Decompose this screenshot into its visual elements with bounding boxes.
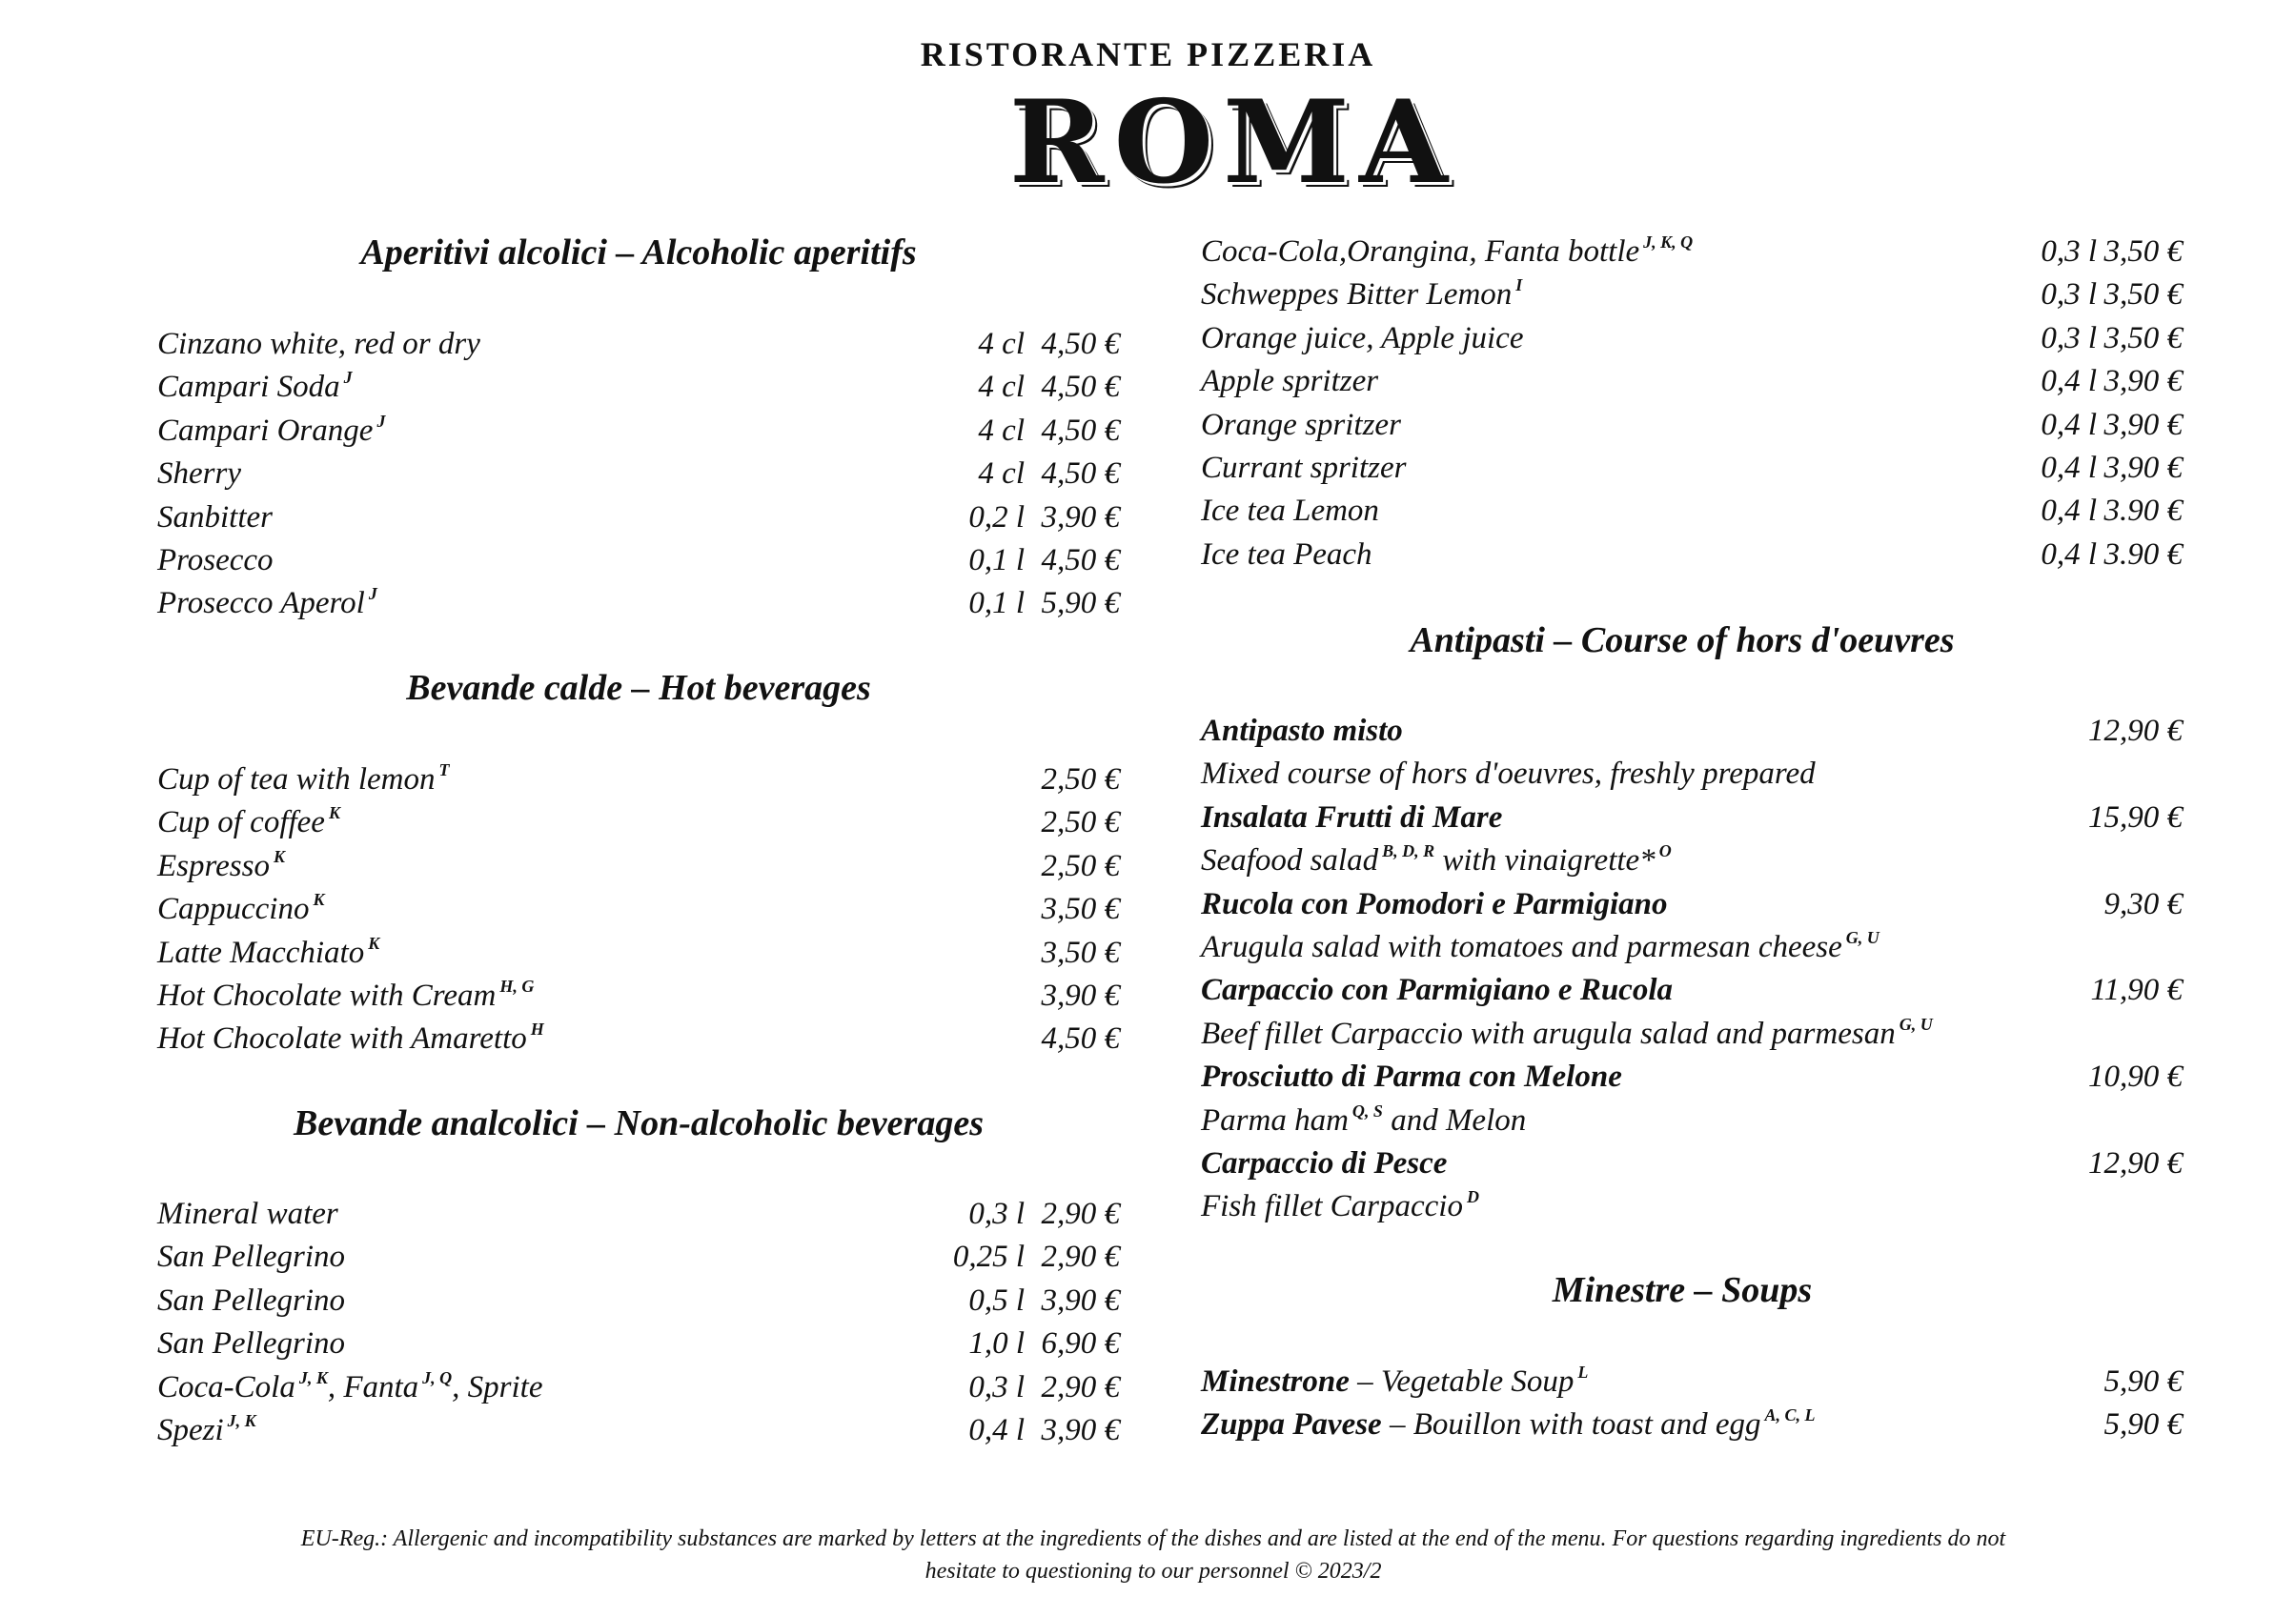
item-qty: 0,4 l <box>2041 364 2097 399</box>
desc-text: Arugula salad with tomatoes and parmesan cheese <box>1201 929 1842 964</box>
menu-row <box>1201 231 2183 273</box>
dish-row <box>1201 1142 2183 1185</box>
menu-row <box>1201 273 2183 316</box>
item-name: Apple spritzer <box>1201 364 1379 399</box>
item-qty: 4 cl <box>978 370 1025 405</box>
desc-text: and Melon <box>1382 1102 1527 1138</box>
item-qty: 0,3 l <box>2041 234 2097 269</box>
item-qty: 0,25 l <box>952 1240 1025 1275</box>
item-qty: 0,2 l <box>968 499 1025 535</box>
restaurant-subtitle: RISTORANTE PIZZERIA <box>920 35 1376 73</box>
item-price: 3,50 € <box>2103 277 2183 313</box>
dish-name: Rucola con Pomodori e Parmigiano <box>1201 886 1668 921</box>
menu-row <box>157 975 1120 1018</box>
item-name: Cup of tea with lemon <box>157 762 436 797</box>
item-name: Campari Soda <box>157 370 340 405</box>
section-title-antipasti: Antipasti – Course of hors d'oeuvres <box>1410 620 1955 660</box>
allergen-code: O <box>1658 841 1672 861</box>
allergen-code: K <box>273 846 285 866</box>
footnote-line-2: hesitate to questioning to our personnel © 2023/2 <box>924 1559 1382 1584</box>
menu-row <box>157 1018 1120 1060</box>
item-name: Coca-Cola,Orangina, Fanta bottle <box>1201 234 1640 269</box>
hot-list <box>157 758 1120 1061</box>
item-name: Cinzano white, red or dry <box>157 327 480 361</box>
allergen-code: Q, S <box>1351 1101 1383 1121</box>
menu-row <box>157 1280 1120 1323</box>
menu-row <box>157 888 1120 931</box>
item-name: Hot Chocolate with Amaretto <box>157 1021 527 1057</box>
item-qty: 0,3 l <box>2041 277 2097 313</box>
dish-description <box>1201 926 2164 969</box>
item-name: Sanbitter <box>157 499 273 535</box>
dish-description <box>1201 1100 2164 1142</box>
item-name: San Pellegrino <box>157 1240 346 1275</box>
dish-name: Carpaccio con Parmigiano e Rucola <box>1201 973 1673 1008</box>
item-qty: 0,4 l <box>2041 536 2097 572</box>
item-name: Orange juice, Apple juice <box>1201 320 1524 355</box>
item-price: 2,90 € <box>1041 1240 1120 1275</box>
item-qty: 4 cl <box>978 456 1025 492</box>
desc-text: Mixed course of hors d'oeuvres, freshly prepared <box>1201 757 1816 792</box>
item-price: 10,90 € <box>2088 1060 2183 1095</box>
item-qty: 0,3 l <box>968 1369 1025 1404</box>
allergen-code: J, K, Q <box>1643 232 1694 252</box>
desc-text: – Bouillon with toast and egg <box>1381 1407 1761 1443</box>
allergen-footnote <box>152 1523 2154 1587</box>
item-qty: 0,4 l <box>2041 494 2097 529</box>
roma-logo: ROMA <box>1008 75 1458 210</box>
item-name: Ice tea Lemon <box>1201 494 1379 529</box>
menu-row <box>1201 490 2183 533</box>
item-price: 3.90 € <box>2103 536 2183 572</box>
menu-row <box>157 1193 1120 1236</box>
item-name: Cup of coffee <box>157 805 325 840</box>
dish-name: Carpaccio di Pesce <box>1201 1145 1448 1181</box>
menu-row <box>157 1323 1120 1365</box>
allergen-code: J <box>343 368 353 388</box>
item-price: 5,90 € <box>2103 1364 2183 1399</box>
item-qty: 0,5 l <box>968 1283 1025 1318</box>
item-price: 12,90 € <box>2088 714 2183 748</box>
aperitivi-list <box>157 323 1120 626</box>
item-name: Prosecco <box>157 542 274 577</box>
dish-row <box>1201 710 2183 753</box>
item-name: Orange spritzer <box>1201 407 1401 442</box>
item-name: Cappuccino <box>157 892 310 927</box>
menu-row <box>157 453 1120 495</box>
dish-row <box>1201 797 2183 839</box>
item-qty: 0,3 l <box>968 1197 1025 1231</box>
item-price: 3,90 € <box>1041 978 1120 1013</box>
menu-row <box>157 539 1120 582</box>
dish-name: Zuppa Pavese <box>1201 1407 1382 1443</box>
dish-description <box>1201 1013 2164 1056</box>
dish-row <box>1201 1404 2183 1446</box>
desc-text: Parma ham <box>1201 1102 1349 1138</box>
dish-name: Antipasto misto <box>1201 714 1403 748</box>
item-qty: 4 cl <box>978 413 1025 448</box>
item-price: 4,50 € <box>1041 370 1120 405</box>
item-price: 4,50 € <box>1041 1021 1120 1057</box>
desc-text: Beef fillet Carpaccio with arugula salad and parmesan <box>1201 1016 1896 1051</box>
item-price: 15,90 € <box>2088 799 2183 835</box>
item-price: 11,90 € <box>2090 973 2183 1008</box>
menu-row <box>157 582 1120 625</box>
item-name: San Pellegrino <box>157 1326 346 1362</box>
dish-row <box>1201 1056 2183 1099</box>
soft-list <box>157 1193 1120 1452</box>
menu-row <box>1201 534 2183 576</box>
item-name: Currant spritzer <box>1201 450 1407 485</box>
item-price: 2,50 € <box>1041 848 1120 883</box>
item-price: 4,50 € <box>1041 456 1120 492</box>
item-price: 3,50 € <box>2103 320 2183 355</box>
menu-row <box>1201 447 2183 490</box>
dish-description <box>1201 1185 2164 1228</box>
section-title-soft: Bevande analcolici – Non-alcoholic beverages <box>294 1103 984 1143</box>
allergen-code: J, Q <box>422 1367 453 1387</box>
item-price: 4,50 € <box>1041 542 1120 577</box>
menu-row <box>1201 360 2183 403</box>
item-price: 9,30 € <box>2103 886 2183 921</box>
menu-row <box>157 1409 1120 1452</box>
allergen-code: I <box>1515 275 1523 295</box>
desc-text: – Vegetable Soup <box>1349 1364 1575 1399</box>
item-qty: 0,4 l <box>2041 407 2097 442</box>
dish-row <box>1201 1361 2183 1404</box>
item-price: 3,90 € <box>2103 450 2183 485</box>
allergen-code: A, C, L <box>1764 1405 1816 1425</box>
item-name-part: , Sprite <box>452 1369 543 1404</box>
item-name: Mineral water <box>157 1197 338 1231</box>
allergen-code: G, U <box>1845 927 1879 947</box>
item-qty: 0,4 l <box>968 1412 1025 1447</box>
allergen-code: L <box>1577 1363 1589 1382</box>
item-price: 2,90 € <box>1041 1369 1120 1404</box>
menu-row <box>157 1366 1120 1409</box>
item-price: 2,50 € <box>1041 805 1120 840</box>
allergen-code: J <box>368 584 377 604</box>
desc-text: Seafood salad <box>1201 843 1379 879</box>
item-price: 4,50 € <box>1041 327 1120 361</box>
dish-description <box>1201 839 2164 882</box>
item-price: 3,90 € <box>1041 1412 1120 1447</box>
allergen-code: H, G <box>499 976 535 996</box>
item-qty: 0,3 l <box>2041 320 2097 355</box>
item-name: Ice tea Peach <box>1201 536 1372 572</box>
dish-name: Prosciutto di Parma con Melone <box>1201 1060 1622 1095</box>
desc-text: with vinaigrette* <box>1434 843 1656 879</box>
allergen-code: K <box>313 890 325 910</box>
menu-row <box>157 801 1120 844</box>
allergen-code: B, D, R <box>1382 841 1435 861</box>
item-price: 5,90 € <box>2103 1407 2183 1443</box>
menu-row <box>1201 404 2183 447</box>
item-price: 3,90 € <box>1041 1283 1120 1318</box>
item-name: Campari Orange <box>157 413 374 448</box>
desc-text: Fish fillet Carpaccio <box>1201 1189 1463 1224</box>
item-name: Latte Macchiato <box>157 935 365 970</box>
item-price: 3,50 € <box>2103 234 2183 269</box>
allergen-code: D <box>1466 1187 1479 1207</box>
item-name: Schweppes Bitter Lemon <box>1201 277 1513 313</box>
menu-row <box>157 496 1120 539</box>
item-price: 4,50 € <box>1041 413 1120 448</box>
item-name: Prosecco Aperol <box>157 586 365 621</box>
item-price: 5,90 € <box>1041 586 1120 621</box>
item-name: Spezi <box>157 1412 224 1447</box>
item-price: 2,50 € <box>1041 762 1120 797</box>
item-price: 12,90 € <box>2088 1145 2183 1181</box>
item-qty: 0,1 l <box>968 542 1025 577</box>
menu-row <box>1201 317 2183 360</box>
item-qty: 4 cl <box>978 327 1025 361</box>
allergen-code: K <box>368 933 380 953</box>
item-name: Espresso <box>157 848 270 883</box>
allergen-code: T <box>438 760 450 779</box>
item-name: Hot Chocolate with Cream <box>157 978 497 1013</box>
dish-row <box>1201 969 2183 1012</box>
item-name: Sherry <box>157 456 241 492</box>
section-title-soups: Minestre – Soups <box>1552 1270 1813 1310</box>
section-title-aperitivi: Aperitivi alcolici – Alcoholic aperitifs <box>360 232 917 273</box>
dish-row <box>1201 883 2183 926</box>
item-price: 3,90 € <box>2103 407 2183 442</box>
menu-row <box>157 845 1120 888</box>
allergen-code: H <box>530 1020 544 1040</box>
item-qty: 0,4 l <box>2041 450 2097 485</box>
allergen-code: G, U <box>1899 1014 1933 1034</box>
dish-name: Insalata Frutti di Mare <box>1201 799 1503 835</box>
item-qty: 1,0 l <box>968 1326 1025 1362</box>
antipasti-list <box>1201 710 2183 1229</box>
footnote-line-1: EU-Reg.: Allergenic and incompatibility substances are marked by letters at the ingredients of the dishes and are listed at the end of the menu. For questions regarding ingredients do not <box>300 1526 2006 1551</box>
allergen-code: J <box>376 411 386 431</box>
soups-list <box>1201 1361 2183 1447</box>
menu-row <box>157 932 1120 975</box>
item-price: 6,90 € <box>1041 1326 1120 1362</box>
item-name: San Pellegrino <box>157 1283 346 1318</box>
allergen-code: J, K <box>227 1410 256 1430</box>
menu-row <box>157 323 1120 366</box>
item-price: 3,50 € <box>1041 935 1120 970</box>
item-name: Coca-Cola <box>157 1369 295 1404</box>
menu-row <box>157 366 1120 409</box>
dish-description <box>1201 753 2164 796</box>
item-price: 3.90 € <box>2103 494 2183 529</box>
menu-row <box>157 410 1120 453</box>
allergen-code: J, K <box>298 1367 328 1387</box>
allergen-code: K <box>328 803 340 823</box>
section-title-hot: Bevande calde – Hot beverages <box>406 668 871 708</box>
item-name-part: , Fanta <box>327 1369 419 1404</box>
item-price: 3,90 € <box>2103 364 2183 399</box>
item-price: 2,90 € <box>1041 1197 1120 1231</box>
menu-row <box>157 758 1120 801</box>
dish-name: Minestrone <box>1201 1364 1350 1399</box>
item-qty: 0,1 l <box>968 586 1025 621</box>
item-price: 3,50 € <box>1041 892 1120 927</box>
item-price: 3,90 € <box>1041 499 1120 535</box>
menu-row <box>157 1236 1120 1279</box>
soft-list-continued <box>1201 231 2183 576</box>
